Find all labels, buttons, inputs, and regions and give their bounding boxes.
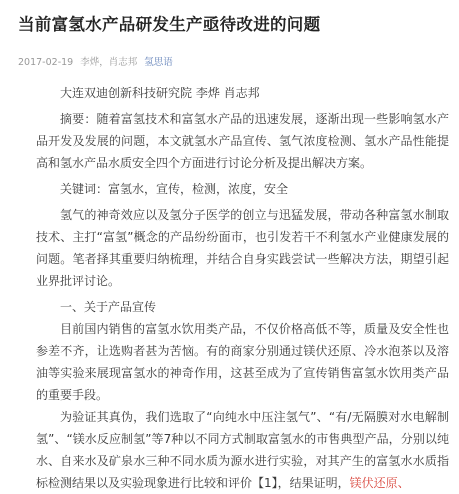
- publish-date: 2017-02-19: [18, 57, 74, 68]
- article-meta: [18, 56, 449, 70]
- source-link[interactable]: 氢思语: [144, 57, 173, 68]
- keywords: 关键词：富氢水，宣传，检测，浓度，安全: [60, 182, 289, 196]
- section-paragraph-1: 目前国内销售的富氢水饮用类产品，不仅价格高低不等，质量及安全性也参差不齐，让选购者甚为苦恼。有的商家分别通过镁伏还原、冷水泡茶以及溶油等实验来展现富氢水的神奇作用，这甚至成为了宣传销售富氢水饮用类产品的重要手段。: [36, 322, 449, 402]
- article-body: [18, 82, 449, 494]
- highlighted-text: 镁伏还原、: [349, 476, 410, 490]
- section-paragraph-2-text: 为验证其真伪，我们选取了“向纯水中压注氢气”、“有/无隔膜对水电解制氢”、“镁水反应制氢”等7种以不同方式制取富氢水的市售典型产品，分别以纯水、自来水及矿泉水三种不同水质为源水进行实验，对其产生的富氢水水质指标检测结果以及实验现象进行比较和评价: [36, 410, 449, 490]
- affiliation: 大连双迪创新科技研究院 李烨 肖志邦: [60, 86, 260, 100]
- section-paragraph-2-tail: ，结果证明，: [277, 476, 350, 490]
- section-paragraph-2: [36, 406, 449, 494]
- section-heading: 一、关于产品宣传: [60, 300, 157, 314]
- article-title: 当前富氢水产品研发生产亟待改进的问题: [18, 15, 321, 34]
- intro-paragraph: 氢气的神奇效应以及氢分子医学的创立与迅猛发展，带动各种富氢水制取技术、主打“富氢”概念的产品纷纷面市，也引发若干不利氢水产业健康发展的问题。笔者择其重要归纳梳理，并结合自身实践尝试一些解决方法，期望引起业界批评讨论。: [36, 208, 449, 288]
- abstract-paragraph: 摘要：随着富氢技术和富氢水产品的迅速发展，逐渐出现一些影响氢水产品开发及发展的问题，本文就氢水产品宣传、氢气浓度检测、氢水产品性能提高和氢水产品水质安全四个方面进行讨论分析及提出解决方案。: [36, 112, 449, 170]
- author-names: 李烨，肖志邦: [80, 57, 138, 68]
- citation-link[interactable]: 【1】: [252, 476, 278, 490]
